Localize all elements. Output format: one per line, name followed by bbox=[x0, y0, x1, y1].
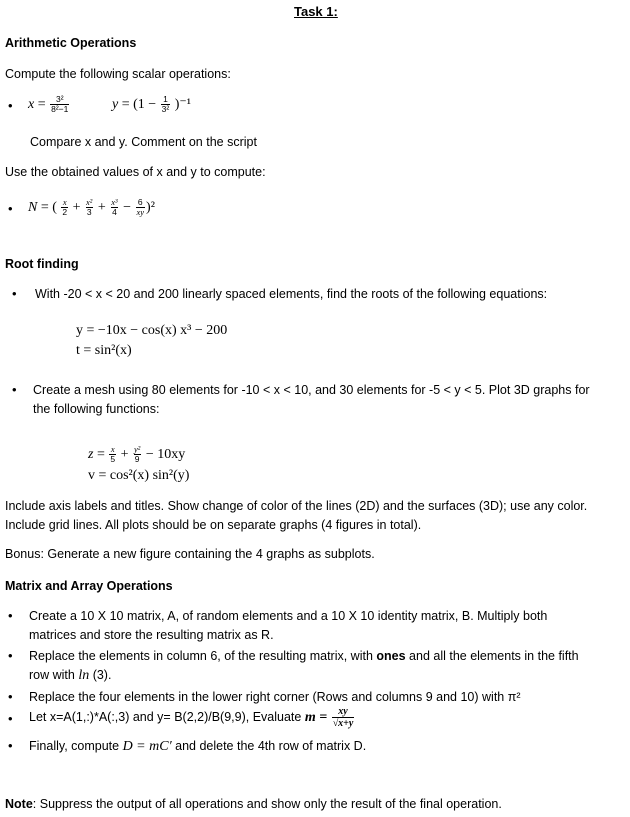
x-equation: x = $\frac{\text{3²}}{\text{8²−1}}$ bbox=[28, 94, 69, 115]
equation-t: t = sin²(x) bbox=[76, 343, 132, 358]
bullet-icon: • bbox=[8, 711, 13, 726]
matrix-bullet-4: Let x=A(1,:)*A(:,3) and y= B(2,2)/B(9,9), Evaluate m = $\frac{xy}{√x+y}$ bbox=[29, 706, 354, 730]
roots-bullet-2-line-2: the following functions: bbox=[33, 402, 160, 416]
note-text: Note: Suppress the output of all operations and show only the result of the final operation. bbox=[5, 797, 502, 811]
y-equation: y = (1 − $\frac{1}{\text{3²}}$ )⁻¹ bbox=[112, 94, 191, 115]
bullet-icon: • bbox=[8, 738, 13, 753]
roots-bullet-1: With -20 < x < 20 and 200 linearly spaced elements, find the roots of the following equations: bbox=[35, 287, 548, 301]
bullet-icon: • bbox=[8, 648, 13, 663]
include-text-1: Include axis labels and titles. Show change of color of the lines (2D) and the surfaces (3D); use any color. bbox=[5, 499, 588, 513]
matrix-bullet-1-line-1: Create a 10 X 10 matrix, A, of random elements and a 10 X 10 identity matrix, B. Multiply both bbox=[29, 609, 548, 623]
equation-z: z = $\frac{x}{5}$ + $\frac{\text{y²}}{9}$ − 10xy bbox=[88, 444, 186, 465]
include-text-2: Include grid lines. All plots should be on separate graphs (4 figures in total). bbox=[5, 518, 422, 532]
arithmetic-heading: Arithmetic Operations bbox=[5, 36, 137, 50]
bullet-icon: • bbox=[12, 382, 17, 397]
bullet-icon: • bbox=[8, 608, 13, 623]
compare-text: Compare x and y. Comment on the script bbox=[30, 135, 257, 149]
roots-bullet-2-line-1: Create a mesh using 80 elements for -10 < x < 10, and 30 elements for -5 < y < 5. Plot 3D graphs for bbox=[33, 383, 590, 397]
task-title: Task 1: bbox=[294, 4, 338, 19]
bonus-text: Bonus: Generate a new figure containing the 4 graphs as subplots. bbox=[5, 547, 375, 561]
arithmetic-intro: Compute the following scalar operations: bbox=[5, 67, 231, 81]
n-equation: N = ( $\frac{x}{2}$ + $\frac{\text{x²}}{3}$ + $\frac{\text{x³}}{4}$ − $\frac{6}{xy}$ )² bbox=[28, 197, 155, 218]
bullet-icon: • bbox=[8, 689, 13, 704]
equation-y: y = −10x − cos(x) x³ − 200 bbox=[76, 323, 228, 338]
bullet-icon: • bbox=[8, 201, 13, 216]
matrix-bullet-2-line-2: row with ln (3). bbox=[29, 668, 112, 683]
matrix-bullet-1-line-2: matrices and store the resulting matrix as R. bbox=[29, 628, 274, 642]
equation-v: v = cos²(x) sin²(y) bbox=[88, 468, 190, 483]
matrix-heading: Matrix and Array Operations bbox=[5, 579, 173, 593]
bullet-icon: • bbox=[12, 286, 17, 301]
matrix-bullet-2-line-1: Replace the elements in column 6, of the resulting matrix, with ones and all the elements in the fifth bbox=[29, 649, 579, 663]
bullet-icon: • bbox=[8, 98, 13, 113]
matrix-bullet-5: Finally, compute D = mC′ and delete the 4th row of matrix D. bbox=[29, 739, 367, 754]
use-values-text: Use the obtained values of x and y to compute: bbox=[5, 165, 266, 179]
roots-heading: Root finding bbox=[5, 257, 79, 271]
matrix-bullet-3: Replace the four elements in the lower right corner (Rows and columns 9 and 10) with π² bbox=[29, 690, 521, 704]
